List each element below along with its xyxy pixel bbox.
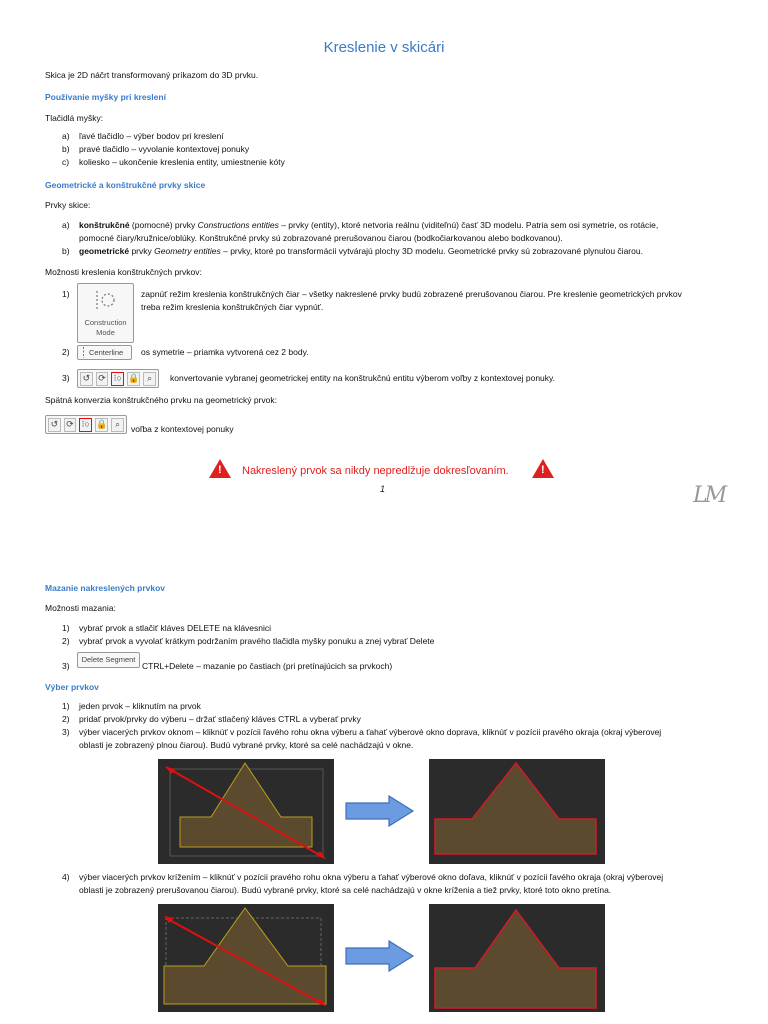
select-item-4-line2: oblasti je zobrazený prerušovanou čiarou). Budú vybrané prvky, ktoré sa celé nachádzajú v okne kríženia a tiež prvky, ktoré toto okno pretína. xyxy=(79,885,612,895)
warning-icon-right: ! xyxy=(532,459,554,478)
option2-text: os symetrie – priamka vytvorená cez 2 body. xyxy=(141,347,309,357)
geom-item-a-line2: pomocné čiary/kružnice/oblúky. Konštrukčné prvky sú zobrazované prerušovanou čiarou (bodkočiarkovanou alebo bodkovanou). xyxy=(79,233,563,243)
geom-a-text1: (pomocné) prvky xyxy=(129,220,198,230)
mouse-item-a: ľavé tlačidlo – výber bodov pri kreslení xyxy=(79,131,224,141)
delete-segment-button[interactable]: Delete Segment xyxy=(77,652,140,668)
construction-mode-icon xyxy=(93,288,117,312)
option3-marker: 3) xyxy=(62,373,70,383)
select-marker-1: 1) xyxy=(62,701,70,711)
window-select-before-image xyxy=(158,759,334,864)
redo-icon[interactable]: ⟳ xyxy=(64,418,77,432)
dimension-icon[interactable]: ⌕ xyxy=(143,372,156,386)
mouse-heading: Používanie myšky pri kreslení xyxy=(45,92,166,102)
crossing-select-arrow xyxy=(345,940,415,972)
centerline-button[interactable] xyxy=(77,345,132,360)
construction-mode-label1: Construction xyxy=(84,318,127,327)
geom-a-text2: – prvky (entity), ktoré netvoria reálnu (viditeľnú) časť 3D modelu. Patria sem osi symetrie, os rotácie, xyxy=(278,220,659,230)
crossing-select-before-image xyxy=(158,904,334,1012)
warning-text: Nakreslený prvok sa nikdy nepredlžuje dokresľovaním. xyxy=(242,465,509,477)
geom-b-text2: – prvky, ktoré po transformácii vytvárajú plochy 3D modelu. Geometrické prvky sú zobrazované plynulou čiarou. xyxy=(220,246,643,256)
construction-toggle-icon[interactable]: ⁝○ xyxy=(111,372,124,386)
mouse-marker-a: a) xyxy=(62,131,70,141)
dimension-icon[interactable]: ⌕ xyxy=(111,418,124,432)
lock-icon[interactable]: 🔒 xyxy=(95,418,108,432)
select-item-3-line2: oblasti je zobrazený plnou čiarou). Budú vybrané prvky, ktoré sa celé nachádzajú v okne. xyxy=(79,740,414,750)
geom-item-a xyxy=(79,220,658,231)
reverse-text: voľba z kontextovej ponuky xyxy=(131,424,234,434)
mouse-marker-b: b) xyxy=(62,144,70,154)
construction-mode-label2: Mode xyxy=(96,328,115,337)
context-toolbar-2 xyxy=(45,415,127,434)
geom-a-bold: konštrukčné xyxy=(79,220,130,230)
mouse-item-c: koliesko – ukončenie kreslenia entity, umiestnenie kóty xyxy=(79,157,285,167)
select-item-3-line1: výber viacerých prvkov oknom – kliknúť v pozícii ľavého rohu okna výberu a ťahať výberové okno doprava, kliknúť v pozícii pravého okraja (okraj výberovej xyxy=(79,727,662,737)
select-marker-4: 4) xyxy=(62,872,70,882)
geom-b-text1: prvky xyxy=(129,246,155,256)
option1-text-line2: treba režim kreslenia konštrukčných čiar vypnúť. xyxy=(141,302,324,312)
delete-marker-1: 1) xyxy=(62,623,70,633)
geom-a-italic: Constructions entities xyxy=(197,220,279,230)
select-item-1: jeden prvok – kliknutím na prvok xyxy=(79,701,201,711)
context-toolbar-1 xyxy=(77,369,159,388)
geom-b-bold: geometrické xyxy=(79,246,130,256)
select-marker-2: 2) xyxy=(62,714,70,724)
warning-icon-left: ! xyxy=(209,459,231,478)
intro-text: Skica je 2D náčrt transformovaný príkazom do 3D prvku. xyxy=(45,70,259,80)
page-number: 1 xyxy=(380,484,386,494)
undo-icon[interactable]: ↺ xyxy=(80,372,93,386)
geom-b-italic: Geometry entities xyxy=(154,246,221,256)
geom-label: Prvky skice: xyxy=(45,200,91,210)
centerline-icon xyxy=(82,347,85,358)
geom-heading: Geometrické a konštrukčné prvky skice xyxy=(45,180,206,190)
construction-toggle-icon[interactable]: ⁝○ xyxy=(79,418,92,432)
delete-item-3: CTRL+Delete – mazanie po častiach (pri pretínajúcich sa prvkoch) xyxy=(142,661,393,671)
mouse-marker-c: c) xyxy=(62,157,70,167)
author-logo: LM xyxy=(693,483,725,508)
select-marker-3: 3) xyxy=(62,727,70,737)
redo-icon[interactable]: ⟳ xyxy=(96,372,109,386)
lock-icon[interactable]: 🔒 xyxy=(127,372,140,386)
delete-label: Možnosti mazania: xyxy=(45,603,116,613)
centerline-label: Centerline xyxy=(89,348,124,357)
geom-marker-b: b) xyxy=(62,246,70,256)
option3-text: konvertovanie vybranej geometrickej entity na konštrukčnú entitu výberom voľby z kontextovej ponuky. xyxy=(170,373,556,383)
mouse-label: Tlačidlá myšky: xyxy=(45,113,104,123)
window-select-arrow xyxy=(345,795,415,827)
window-select-after-image xyxy=(429,759,605,864)
options-label: Možnosti kreslenia konštrukčných prvkov: xyxy=(45,267,202,277)
select-item-2: pridať prvok/prvky do výberu – držať stlačený kláves CTRL a vyberať prvky xyxy=(79,714,361,724)
geom-item-b xyxy=(79,246,643,257)
option2-marker: 2) xyxy=(62,347,70,357)
construction-mode-button[interactable] xyxy=(77,283,134,343)
select-heading: Výber prvkov xyxy=(45,682,99,692)
crossing-select-after-image xyxy=(429,904,605,1012)
select-item-4-line1: výber viacerých prvkov krížením – kliknúť v pozícii pravého rohu okna výberu a ťahať výberové okno doľava, kliknúť v pozícii ľavého okraja (okraj výberovej xyxy=(79,872,664,882)
option1-marker: 1) xyxy=(62,289,70,299)
delete-heading: Mazanie nakreslených prvkov xyxy=(45,583,166,593)
option1-text-line1: zapnúť režim kreslenia konštrukčných čiar – všetky nakreslené prvky budú zobrazené prerušovanou čiarou. Pre kreslenie geometrických prvkov xyxy=(141,289,682,299)
delete-item-1: vybrať prvok a stlačiť kláves DELETE na klávesnici xyxy=(79,623,272,633)
page-title: Kreslenie v skicári xyxy=(323,39,445,56)
delete-marker-3: 3) xyxy=(62,661,70,671)
reverse-label: Spätná konverzia konštrukčného prvku na geometrický prvok: xyxy=(45,395,277,405)
delete-item-2: vybrať prvok a vyvolať krátkym podržaním pravého tlačidla myšky ponuku a znej vybrať Delete xyxy=(79,636,435,646)
undo-icon[interactable]: ↺ xyxy=(48,418,61,432)
delete-marker-2: 2) xyxy=(62,636,70,646)
geom-marker-a: a) xyxy=(62,220,70,230)
mouse-item-b: pravé tlačidlo – vyvolanie kontextovej ponuky xyxy=(79,144,250,154)
